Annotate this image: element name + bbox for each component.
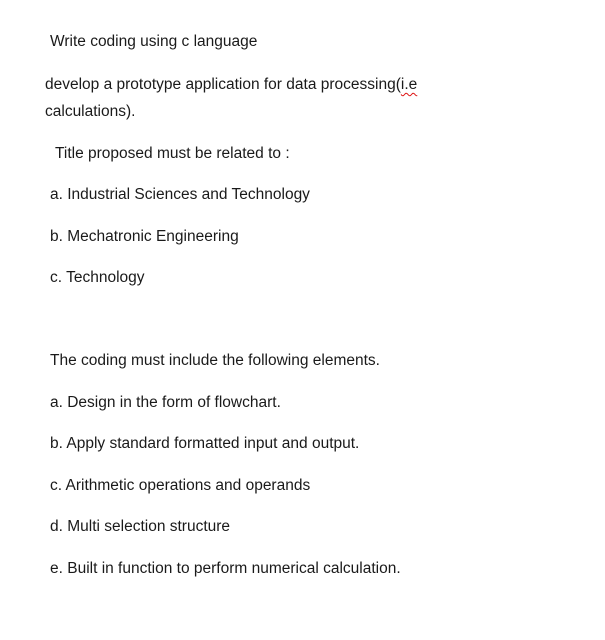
title-prompt: Title proposed must be related to :	[55, 145, 290, 162]
misspelled-word: i.e	[400, 76, 418, 93]
heading-text: Write coding using c language	[50, 33, 258, 50]
title-option-a: a. Industrial Sciences and Technology	[50, 186, 310, 203]
element-item-e: e. Built in function to perform numerical calculation.	[50, 560, 401, 577]
intro-line-1	[45, 75, 417, 95]
title-option-c: c. Technology	[50, 269, 145, 286]
element-item-d: d. Multi selection structure	[50, 518, 231, 535]
intro-line-1-prefix: develop a prototype application for data processing(	[45, 76, 401, 93]
elements-prompt: The coding must include the following elements.	[50, 352, 380, 369]
element-item-a: a. Design in the form of flowchart.	[50, 394, 281, 411]
title-option-b: b. Mechatronic Engineering	[50, 228, 239, 245]
element-item-b: b. Apply standard formatted input and output.	[50, 435, 360, 452]
intro-line-2: calculations).	[45, 103, 136, 120]
element-item-c: c. Arithmetic operations and operands	[50, 477, 311, 494]
